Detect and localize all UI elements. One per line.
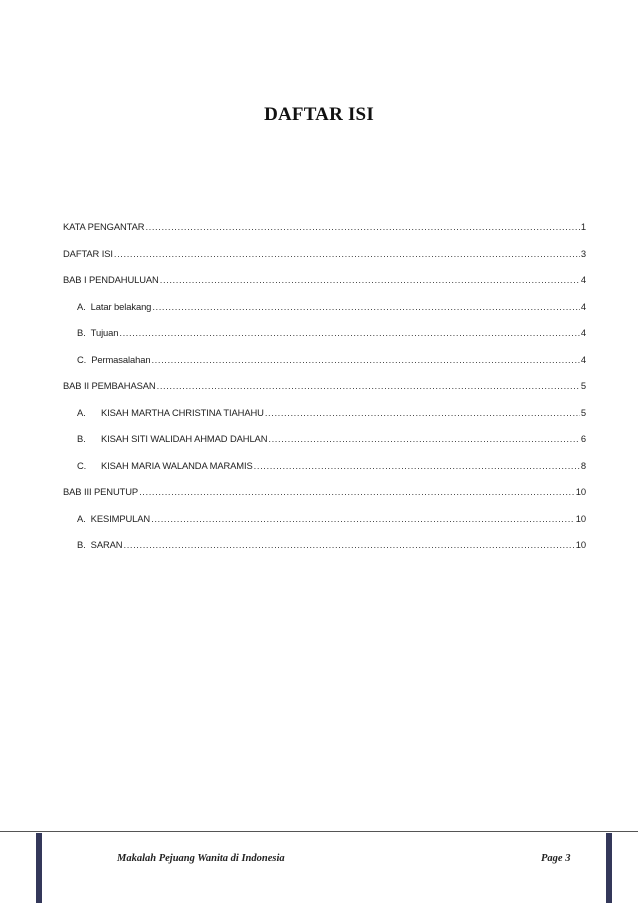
toc-entry-marker: C. bbox=[77, 353, 87, 365]
toc-entry-latar-belakang[interactable] bbox=[63, 301, 586, 328]
footer-document-title: Makalah Pejuang Wanita di Indonesia bbox=[117, 853, 285, 864]
toc-dot-leader bbox=[265, 407, 580, 418]
toc-entry-page: 10 bbox=[575, 539, 586, 550]
toc-entry-kisah-martha[interactable] bbox=[63, 407, 586, 434]
toc-entry-page: 4 bbox=[580, 353, 586, 365]
toc-dot-leader bbox=[123, 539, 574, 550]
toc-entry-marker: B. bbox=[77, 433, 86, 444]
toc-entry-title: Tujuan bbox=[90, 327, 119, 338]
toc-dot-leader bbox=[114, 248, 580, 259]
toc-entry-page: 6 bbox=[580, 433, 586, 444]
toc-entry-title: KISAH SITI WALIDAH AHMAD DAHLAN bbox=[101, 433, 268, 444]
toc-entry-title: BAB III PENUTUP bbox=[63, 486, 139, 497]
toc-entry-marker: A. bbox=[77, 406, 86, 418]
page-title: DAFTAR ISI bbox=[264, 104, 374, 125]
toc-dot-leader bbox=[145, 221, 579, 232]
toc-entry-marker: B. bbox=[77, 327, 86, 338]
toc-entry-kisah-siti[interactable] bbox=[63, 433, 586, 460]
toc-dot-leader bbox=[268, 433, 579, 444]
toc-entry-page: 4 bbox=[580, 274, 586, 285]
toc-dot-leader bbox=[151, 354, 579, 365]
toc-entry-bab-2[interactable] bbox=[63, 380, 586, 407]
toc-entry-page: 5 bbox=[580, 406, 586, 418]
toc-entry-permasalahan[interactable] bbox=[63, 354, 586, 381]
toc-entry-title: Permasalahan bbox=[91, 353, 151, 365]
toc-entry-kisah-maria[interactable] bbox=[63, 460, 586, 487]
toc-entry-kesimpulan[interactable] bbox=[63, 513, 586, 540]
table-of-contents bbox=[63, 221, 586, 566]
toc-dot-leader bbox=[254, 460, 580, 471]
toc-entry-saran[interactable] bbox=[63, 539, 586, 566]
toc-entry-title: BAB I PENDAHULUAN bbox=[63, 274, 159, 285]
toc-entry-title: KISAH MARIA WALANDA MARAMIS bbox=[101, 459, 253, 471]
toc-entry-page: 4 bbox=[580, 327, 586, 338]
toc-entry-marker: A. bbox=[77, 300, 86, 312]
toc-entry-title: SARAN bbox=[90, 539, 123, 550]
toc-entry-page: 4 bbox=[580, 300, 586, 312]
toc-entry-page: 5 bbox=[580, 380, 586, 391]
toc-entry-title: KESIMPULAN bbox=[90, 512, 151, 524]
toc-entry-marker: C. bbox=[77, 459, 87, 471]
footer-accent-bar-left bbox=[36, 833, 42, 903]
toc-entry-title: DAFTAR ISI bbox=[63, 247, 113, 259]
toc-entry-tujuan[interactable] bbox=[63, 327, 586, 354]
toc-entry-kata-pengantar[interactable] bbox=[63, 221, 586, 248]
toc-entry-bab-1[interactable] bbox=[63, 274, 586, 301]
toc-entry-title: KATA PENGANTAR bbox=[63, 221, 145, 232]
toc-entry-title: BAB II PEMBAHASAN bbox=[63, 380, 156, 391]
toc-dot-leader bbox=[160, 274, 580, 285]
toc-entry-title: KISAH MARTHA CHRISTINA TIAHAHU bbox=[101, 406, 264, 418]
toc-entry-bab-3[interactable] bbox=[63, 486, 586, 513]
toc-entry-page: 10 bbox=[575, 486, 586, 497]
footer-divider bbox=[0, 831, 638, 832]
toc-dot-leader bbox=[139, 486, 575, 497]
toc-dot-leader bbox=[157, 380, 580, 391]
toc-entry-daftar-isi[interactable] bbox=[63, 248, 586, 275]
toc-entry-title: Latar belakang bbox=[90, 300, 152, 312]
toc-entry-page: 3 bbox=[580, 247, 586, 259]
toc-entry-marker: B. bbox=[77, 539, 86, 550]
toc-entry-page: 1 bbox=[580, 221, 586, 232]
toc-entry-page: 10 bbox=[575, 512, 586, 524]
toc-dot-leader bbox=[152, 301, 580, 312]
toc-entry-page: 8 bbox=[580, 459, 586, 471]
toc-dot-leader bbox=[151, 513, 575, 524]
toc-entry-marker: A. bbox=[77, 512, 86, 524]
toc-dot-leader bbox=[119, 327, 579, 338]
footer-accent-bar-right bbox=[606, 833, 612, 903]
footer-page-number: Page 3 bbox=[541, 853, 571, 864]
